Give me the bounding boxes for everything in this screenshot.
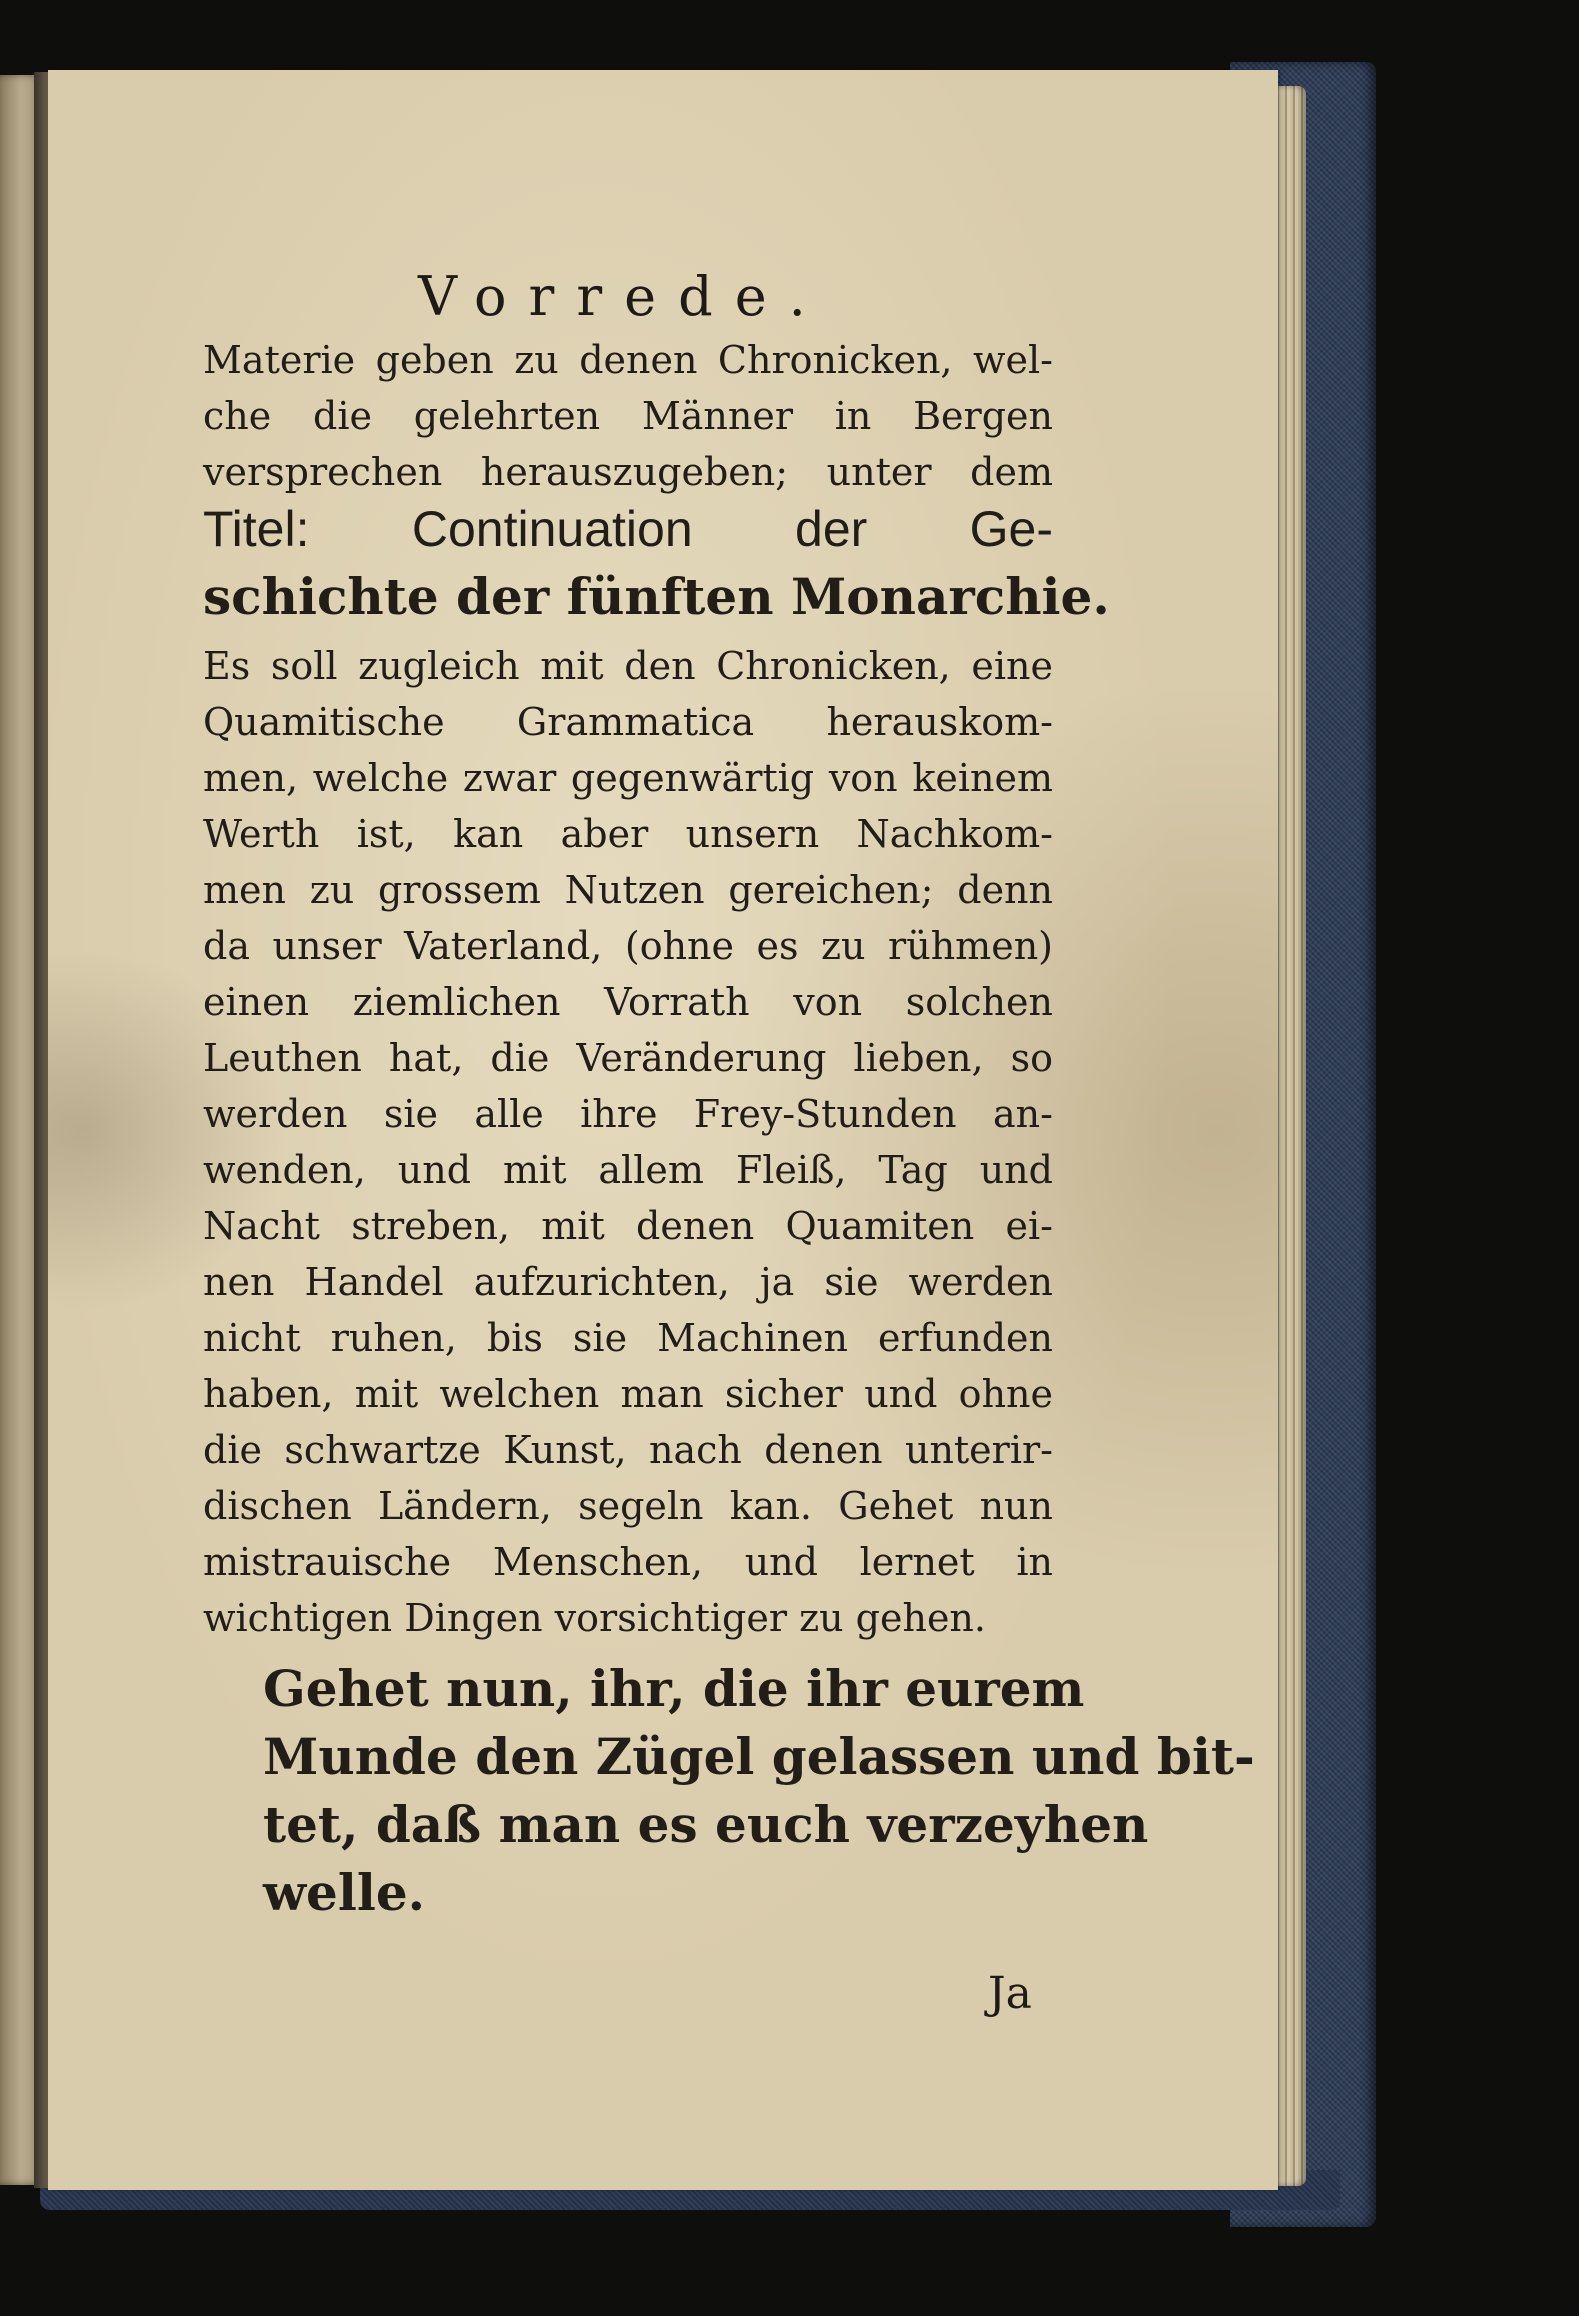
text-line: Materie geben zu denen Chronicken, wel- xyxy=(203,338,1053,382)
text-line: Munde den Zügel gelassen und bit- xyxy=(263,1727,1255,1786)
text-line: schichte der fünften Monarchie. xyxy=(203,567,1110,626)
text-line: men, welche zwar gegenwärtig von keinem xyxy=(203,756,1053,800)
text-line: Nacht streben, mit denen Quamiten ei- xyxy=(203,1204,1053,1248)
book-page xyxy=(48,70,1278,2190)
text-line: Gehet nun, ihr, die ihr eurem xyxy=(263,1659,1085,1718)
text-line: mistrauische Menschen, und lernet in xyxy=(203,1540,1053,1584)
text-line: die schwartze Kunst, nach denen unterir- xyxy=(203,1428,1053,1472)
text-line: werden sie alle ihre Frey-Stunden an- xyxy=(203,1092,1053,1136)
text-line: che die gelehrten Männer in Bergen xyxy=(203,394,1053,438)
text-line: Leuthen hat, die Veränderung lieben, so xyxy=(203,1036,1053,1080)
text-line: tet, daß man es euch verzeyhen xyxy=(263,1795,1149,1854)
text-line: Es soll zugleich mit den Chronicken, eine xyxy=(203,644,1053,688)
text-line: men zu grossem Nutzen gereichen; denn xyxy=(203,868,1053,912)
text-line: da unser Vaterland, (ohne es zu rühmen) xyxy=(203,924,1053,968)
text-line: wenden, und mit allem Fleiß, Tag und xyxy=(203,1148,1053,1192)
running-head: Vorrede. xyxy=(418,265,828,328)
text-line: welle. xyxy=(263,1863,426,1922)
text-line: Titel: Continuation der Ge- xyxy=(203,501,1053,557)
text-line: haben, mit welchen man sicher und ohne xyxy=(203,1372,1053,1416)
text-line: einen ziemlichen Vorrath von solchen xyxy=(203,980,1053,1024)
text-line: Werth ist, kan aber unsern Nachkom- xyxy=(203,812,1053,856)
text-line: nicht ruhen, bis sie Machinen erfunden xyxy=(203,1316,1053,1360)
catchword: Ja xyxy=(988,1968,1032,2019)
text-line: Quamitische Grammatica herauskom- xyxy=(203,700,1053,744)
text-line: wichtigen Dingen vorsichtiger zu gehen. xyxy=(203,1596,986,1640)
text-line: versprechen herauszugeben; unter dem xyxy=(203,450,1053,494)
text-line: nen Handel aufzurichten, ja sie werden xyxy=(203,1260,1053,1304)
text-line: dischen Ländern, segeln kan. Gehet nun xyxy=(203,1484,1053,1528)
